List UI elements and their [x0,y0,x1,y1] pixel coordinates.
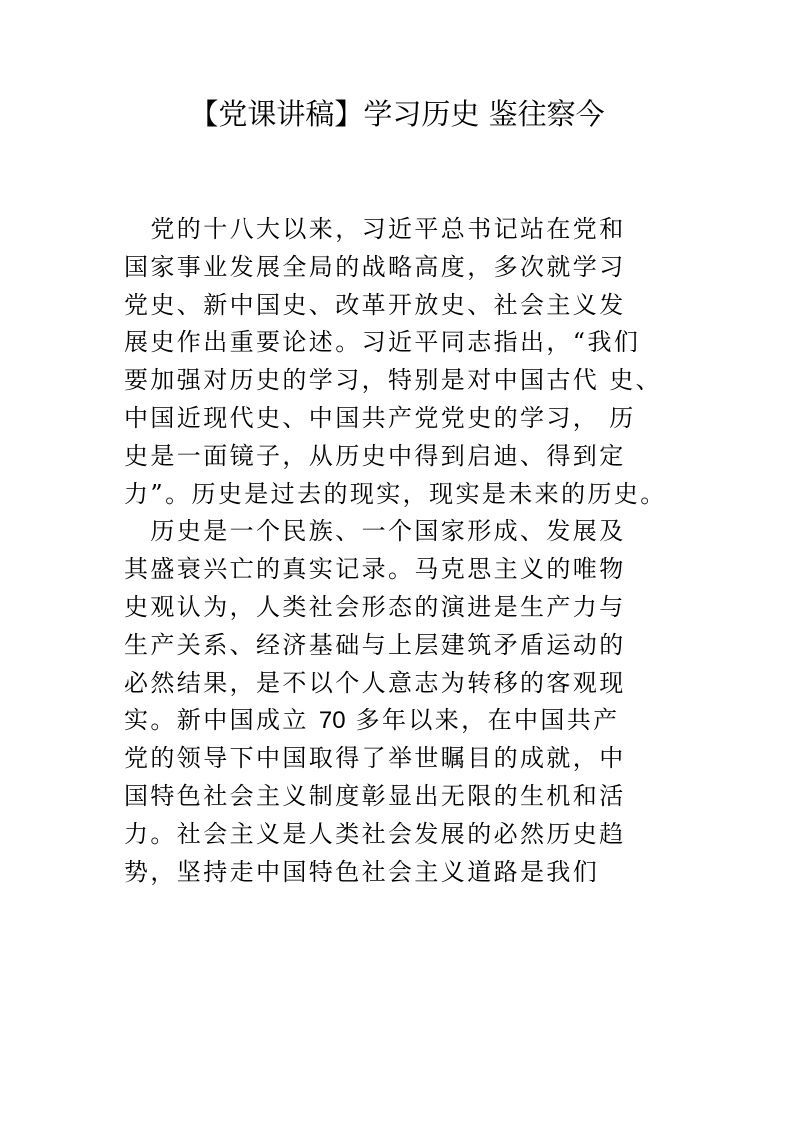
paragraph-1-line: 国家事业发展全局的战略高度，多次就学习 [124,252,626,281]
paragraph-2-line: 生产关系、经济基础与上层建筑矛盾运动的 [124,630,626,659]
paragraph-1-line: 党史、新中国史、改革开放史、社会主义发 [124,290,626,319]
paragraph-2-line: 势，坚持走中国特色社会主义道路是我们 [124,857,600,886]
paragraph-1-line: 中国近现代史、中国共产党党史的学习， 历 [124,403,636,432]
paragraph-2-line: 历史是一个民族、一个国家形成、发展及 [124,517,626,546]
paragraph-2-line: 史观认为，人类社会形态的演进是生产力与 [124,592,626,621]
paragraph-2-line: 党的领导下中国取得了举世瞩目的成就，中 [124,744,626,773]
document-body [124,211,714,891]
paragraph-2-line-with-number [124,702,714,740]
paragraph-1-line: 力”。历史是过去的现实，现实是未来的历史。 [124,479,667,508]
paragraph-1-line: 展史作出重要论述。习近平同志指出，“我们 [124,328,641,357]
line-text-before: 实。新中国成立 [124,706,319,735]
document-title: 【党课讲稿】学习历史 鉴往察今 [189,97,605,131]
paragraph-2-line: 必然结果，是不以个人意志为转移的客观现 [124,668,626,697]
paragraph-1-line: 党的十八大以来，习近平总书记站在党和 [124,215,626,243]
paragraph-1-line: 史是一面镜子，从历史中得到启迪、得到定 [124,441,626,470]
line-text-after: 多年以来，在中国共产 [345,706,620,735]
year-count-number: 70 [318,707,346,735]
paragraph-2-line: 力。社会主义是人类社会发展的必然历史趋 [124,819,626,848]
paragraph-2-line: 国特色社会主义制度彰显出无限的生机和活 [124,781,626,810]
paragraph-1-line: 要加强对历史的学习，特别是对中国古代 史、 [124,366,663,395]
paragraph-2-line: 其盛衰兴亡的真实记录。马克思主义的唯物 [124,555,626,584]
